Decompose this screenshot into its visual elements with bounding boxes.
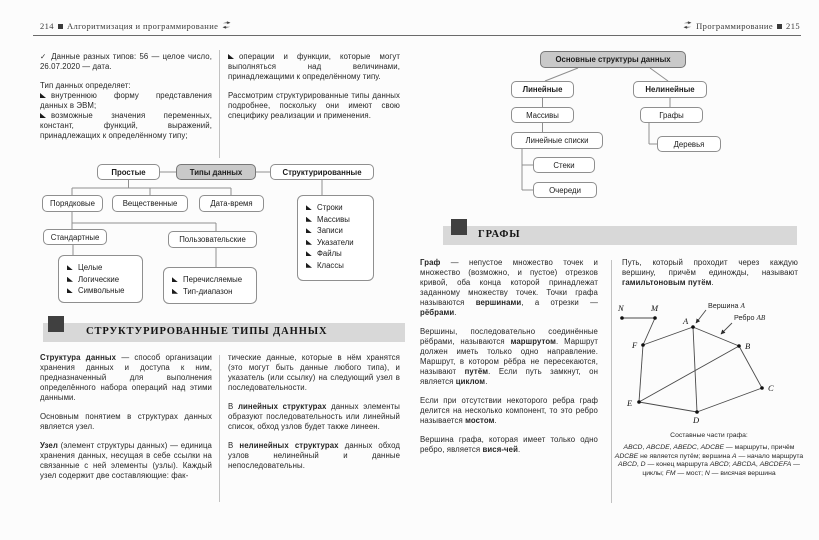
text-segment: ,: [696, 443, 701, 451]
list-item: [306, 260, 369, 272]
text-segment: .: [454, 308, 457, 317]
text-segment: .: [711, 278, 714, 287]
list-item-label: Перечисляемые: [183, 275, 243, 285]
graph-vertex-label-C: C: [768, 383, 774, 393]
list-item-label: Классы: [317, 260, 344, 270]
triangle-bullet-icon: [67, 265, 73, 270]
diagram-list-standard-items: [58, 255, 143, 303]
column-divider: [219, 50, 220, 158]
section-square-icon: [451, 219, 467, 235]
paragraph: [420, 258, 598, 318]
header-square-icon: [58, 24, 63, 29]
diagram-box-graphs: Графы: [640, 107, 703, 123]
triangle-bullet-icon: [67, 277, 73, 282]
list-item-label: Записи: [317, 226, 343, 236]
text-segment: D: [640, 461, 646, 469]
graph-vertex-B: [737, 344, 741, 348]
graph-edge-DE: [639, 402, 697, 412]
text-segment: циклом: [455, 377, 486, 386]
graph-svg: [616, 296, 802, 428]
series-logo-icon: [683, 21, 692, 31]
paragraph: [622, 258, 798, 288]
text-segment: не является путём; вершина: [638, 452, 733, 460]
text-segment: ,: [642, 443, 647, 451]
paragraph: [40, 111, 212, 141]
paragraph: [40, 81, 212, 91]
text-segment: путём: [464, 367, 489, 376]
graph-vertex-M: [653, 316, 657, 320]
graph-vertex-label-E: E: [627, 398, 633, 408]
text-segment: данных обход узлов нелинейный и данные непоследовательны.: [228, 441, 400, 470]
graph-vertex-label-N: N: [618, 303, 624, 313]
list-item: [172, 274, 252, 286]
graph-edge-FA: [643, 327, 693, 345]
paragraph: [228, 91, 400, 121]
figure-caption: [614, 432, 804, 479]
graph-edge-BE: [639, 346, 739, 402]
list-item: [306, 202, 369, 214]
header-rule: [33, 35, 801, 36]
graph-figure: [616, 296, 802, 428]
text-segment: гамильтоновым путём: [622, 278, 712, 287]
graph-vertex-label-M: M: [651, 303, 659, 313]
text-segment: FM: [665, 470, 676, 478]
text-segment: Рассмотрим структурированные типы данных подробнее, поскольку они имеют свою специфику реализации и применения.: [228, 91, 400, 120]
text-segment: маршрутом: [510, 337, 556, 346]
right-page-number: 215: [786, 21, 800, 31]
graph-vertex-A: [691, 325, 695, 329]
triangle-bullet-icon: [306, 240, 312, 245]
header-square-icon: [777, 24, 782, 29]
paragraph: [420, 396, 598, 426]
section-square-icon: [48, 316, 64, 332]
paragraph: [228, 52, 400, 82]
diagram-box-linear: Линейные: [511, 81, 574, 98]
triangle-bullet-icon: [306, 251, 312, 256]
diagram-box-user-defined: Пользовательские: [168, 231, 257, 248]
text-segment: Данные разных типов: 56 — целое число, 26.07.2020 — дата.: [40, 52, 213, 71]
graph-vertex-label-D: D: [693, 415, 700, 425]
graph-edge-FE: [639, 345, 643, 402]
text-segment: Если при отсутствии некоторого ребра граф делится на несколько компонент, то это ребро называется: [420, 396, 598, 425]
graph-annotation-arrow: [696, 310, 706, 323]
diagram-box-arrays: Массивы: [511, 107, 574, 123]
graph-vertex-F: [641, 343, 645, 347]
text-segment: вися-чей: [482, 445, 518, 454]
text-segment: — способ организации хранения данных и доступа к ним, предназначенный для выполнения определённого набора операций над этими данными.: [40, 353, 212, 402]
diagram-box-simple: Простые: [97, 164, 160, 180]
triangle-bullet-icon: [306, 205, 312, 210]
left-page-header: [40, 21, 231, 31]
section-title-graphs: ГРАФЫ: [478, 229, 521, 240]
graph-edge-AB: [693, 327, 739, 346]
graph-edge-CD: [697, 388, 762, 412]
diagram-box-stacks: Стеки: [533, 157, 595, 173]
triangle-bullet-icon: [306, 263, 312, 268]
paragraph: [40, 353, 212, 403]
list-item-label: Файлы: [317, 249, 342, 259]
list-item-label: Указатели: [317, 237, 354, 247]
text-segment: ABCDEFA: [759, 461, 792, 469]
text-segment: N: [704, 470, 710, 478]
text-segment: , а отрезки —: [521, 298, 598, 307]
text-segment: ABEDC: [673, 443, 697, 451]
text-segment: ,: [669, 443, 674, 451]
list-item: [306, 248, 369, 260]
left-bottom-column-1: [40, 353, 212, 481]
text-segment: Вершины, последовательно соединённые рёбрами, называются: [420, 327, 598, 346]
series-logo-icon: [222, 21, 231, 31]
text-segment: — начало маршрута: [736, 452, 804, 460]
text-segment: — мост;: [675, 470, 705, 478]
text-segment: ,: [636, 461, 641, 469]
left-top-column-2: [228, 52, 400, 121]
text-segment: мостом: [465, 416, 495, 425]
list-item-label: Целые: [78, 263, 103, 273]
triangle-bullet-icon: [40, 113, 46, 118]
text-segment: нелинейных структурах: [239, 441, 339, 450]
text-segment: ADCBE: [700, 443, 725, 451]
text-segment: (элемент структуры данных) — единица хранения данных, несущая в себе ссылки на связанные с ней элементы (узлы). Каждый узел содержит две составляющие: фак-: [40, 441, 212, 480]
graph-annotation-label: Ребро AB: [734, 313, 766, 322]
diagram-box-ordinal: Порядковые: [42, 195, 103, 212]
diagram-box-linear-lists: Линейные списки: [511, 132, 603, 149]
paragraph: [40, 52, 212, 72]
diagram-box-standard: Стандартные: [43, 229, 107, 245]
text-segment: ;: [728, 461, 733, 469]
triangle-bullet-icon: [228, 54, 234, 59]
paragraph: [420, 435, 598, 455]
text-segment: операции и функции, которые могут выполняться над величинами, принадлежащими к определённому типу.: [228, 52, 400, 81]
diagram-box-data-types-root: Типы данных: [176, 164, 256, 180]
paragraph: [228, 353, 400, 393]
text-segment: .: [485, 377, 488, 386]
graph-vertex-label-A: A: [683, 316, 689, 326]
list-item: [172, 286, 252, 298]
list-item-label: Массивы: [317, 214, 350, 224]
text-segment: . Маршрут должен иметь только одно направление. Маршрут, в котором рёбра не пересекаются, называют: [420, 337, 598, 376]
text-segment: В: [228, 402, 238, 411]
right-column-2: [622, 258, 798, 288]
text-segment: — висячая вершина: [709, 470, 776, 478]
graph-vertex-E: [637, 400, 641, 404]
text-segment: ABCDA: [732, 461, 756, 469]
column-divider: [219, 355, 220, 502]
text-segment: Вершина графа, которая имеет только одно ребро, является: [420, 435, 598, 454]
paragraph: [40, 412, 212, 432]
graph-vertex-N: [620, 316, 624, 320]
list-item: [306, 237, 369, 249]
graph-annotation-label: Вершина A: [708, 301, 745, 310]
triangle-bullet-icon: [306, 228, 312, 233]
paragraph: [228, 402, 400, 432]
text-segment: — непустое множество точек и множество (возможно, и пустое) отрезков кривой, оба конца которой принадлежат заданному множеству точек. Точки графа называются: [420, 258, 598, 307]
diagram-box-real: Вещественные: [112, 195, 188, 212]
section-title-structured-types: СТРУКТУРИРОВАННЫЕ ТИПЫ ДАННЫХ: [86, 326, 328, 337]
text-segment: внутреннюю форму представления данных в ЭВМ;: [40, 91, 212, 110]
text-segment: рёбрами: [420, 308, 455, 317]
text-segment: В: [228, 441, 240, 450]
text-segment: A: [732, 452, 737, 460]
text-segment: ABCD: [709, 461, 729, 469]
text-segment: Граф: [420, 258, 441, 267]
left-bottom-column-2: [228, 353, 400, 471]
text-segment: линейных структурах: [237, 402, 327, 411]
graph-vertex-C: [760, 386, 764, 390]
diagram-list-structured-items: [297, 195, 374, 281]
text-segment: .: [494, 416, 497, 425]
diagram-box-structured: Структурированные: [270, 164, 374, 180]
list-item-label: Логические: [78, 274, 120, 284]
list-item: [306, 214, 369, 226]
list-item: [67, 262, 138, 274]
text-segment: — маршруты, причём: [724, 443, 795, 451]
triangle-bullet-icon: [40, 93, 46, 98]
text-segment: вершинами: [475, 298, 522, 307]
list-item-label: Тип-диапазон: [183, 286, 233, 296]
paragraph: [40, 441, 212, 481]
text-segment: ABCDE: [646, 443, 670, 451]
text-segment: — циклы;: [642, 461, 800, 478]
check-icon: ✓: [40, 52, 48, 61]
diagram-box-nonlinear: Нелинейные: [633, 81, 707, 98]
diagram-box-datetime: Дата-время: [199, 195, 264, 212]
triangle-bullet-icon: [172, 277, 178, 282]
text-segment: .: [518, 445, 521, 454]
left-top-column-1: [40, 52, 212, 141]
text-segment: возможные значения переменных, констант, функций, выражений, принадлежащих к определённому типу;: [40, 111, 212, 140]
text-segment: ABCD: [618, 461, 637, 469]
diagram-box-queues: Очереди: [533, 182, 597, 198]
text-segment: Основным понятием в структурах данных является узел.: [40, 412, 212, 431]
text-segment: тические данные, которые в нём хранятся (это могут быть данные любого типа), и указатель (или ссылку) на следующий узел в последовательности.: [228, 353, 400, 392]
text-segment: Узел: [40, 441, 58, 450]
right-column-1: [420, 258, 598, 455]
list-item-label: Символьные: [78, 286, 125, 296]
list-item: [67, 285, 138, 297]
triangle-bullet-icon: [306, 217, 312, 222]
left-page-number: 214: [40, 21, 54, 31]
text-segment: Путь, который проходит через каждую вершину, причём единожды, называют: [622, 258, 798, 277]
figure-caption-title: Составные части графа:: [670, 432, 748, 439]
text-segment: . Если путь замкнут, он является: [420, 367, 598, 386]
right-page-title: Программирование: [696, 21, 774, 31]
diagram-list-user-items: [163, 267, 257, 304]
column-divider: [611, 260, 612, 503]
graph-vertex-label-F: F: [632, 340, 638, 350]
triangle-bullet-icon: [67, 288, 73, 293]
diagram-box-trees: Деревья: [657, 136, 721, 152]
list-item: [306, 225, 369, 237]
list-item-label: Строки: [317, 203, 343, 213]
left-page-title: Алгоритмизация и программирование: [66, 21, 219, 31]
figure-caption-body: [614, 444, 804, 479]
text-segment: данных элементы образуют последовательность или линейный список, обход узлов будет также линеен.: [228, 402, 400, 431]
paragraph: [228, 441, 400, 471]
paragraph: [40, 91, 212, 111]
text-segment: ,: [755, 461, 760, 469]
text-segment: Тип данных определяет:: [40, 81, 131, 90]
text-segment: ABCD: [623, 443, 643, 451]
diagram-box-structures-root: Основные структуры данных: [540, 51, 686, 68]
right-page-header: [683, 21, 800, 31]
graph-vertex-D: [695, 410, 699, 414]
text-segment: Структура данных: [40, 353, 117, 362]
triangle-bullet-icon: [172, 289, 178, 294]
list-item: [67, 274, 138, 286]
graph-vertex-label-B: B: [745, 341, 751, 351]
text-segment: — конец маршрута: [645, 461, 710, 469]
text-segment: ADCBE: [614, 452, 639, 460]
graph-annotation-arrow: [721, 323, 732, 334]
graph-edge-BC: [739, 346, 762, 388]
paragraph: [420, 327, 598, 387]
